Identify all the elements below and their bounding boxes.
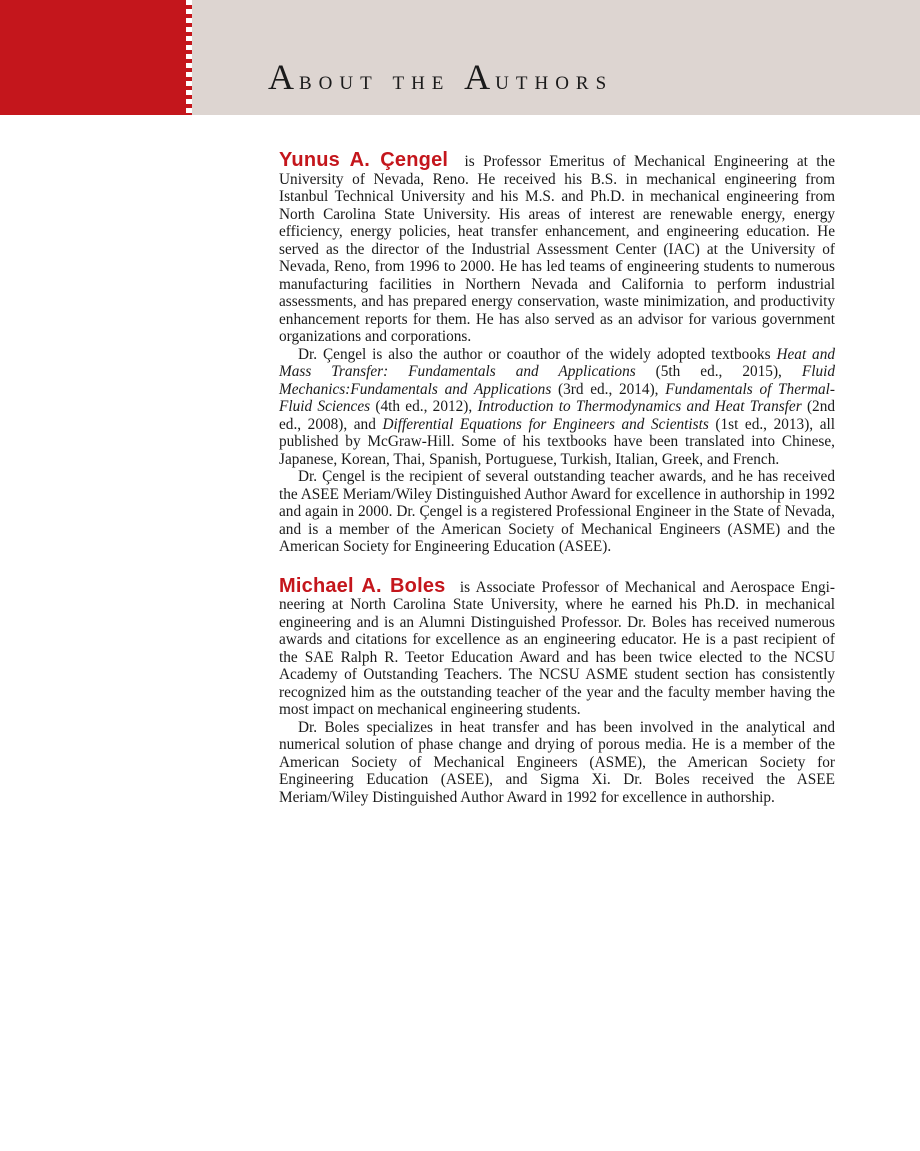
authors-content: [279, 149, 835, 828]
book-title: Fluid Mechanics:Fundamentals and Applications: [279, 363, 835, 398]
author-name: Michael A. Boles: [279, 574, 446, 597]
book-title: Introduction to Thermodynamics and Heat Transfer: [477, 398, 802, 415]
bio-text: (4th ed., 2012),: [370, 398, 478, 415]
author-name: Yunus A. Çengel: [279, 149, 449, 171]
bio-text: (3rd ed., 2014),: [551, 380, 666, 398]
bio-text: is Associate Professor of Mechanical and Aerospace Engineering at North Carolina State University, where he earned his Ph.D. in mechanical engineering and is an Alumni Distinguished Professor. Dr. Boles has received numerous awards and citations for excellence as an engineering educator. He is a past recipient of the SAE Ralph R. Teetor Education Award and has been twice elected to the NCSU Academy of Outstanding Teachers. The NCSU ASME student section has consistently recognized him as the outstanding teacher of the year and the faculty member having the most impact on mechanical engineering students.: [279, 578, 835, 718]
book-title: Differential Equations for Engineers and Scientists: [382, 415, 709, 433]
author-bio-cengel: [279, 149, 835, 556]
author-bio-boles: [279, 574, 835, 807]
bio-text: (2nd ed., 2008), and: [279, 398, 835, 433]
bio-paragraph: [279, 149, 835, 346]
bio-paragraph: [279, 468, 835, 556]
book-title: Heat and Mass Transfer: Fundamentals and Applications: [279, 345, 835, 380]
bio-text: Dr. Boles specializes in heat transfer and has been involved in the analytical and numerical solution of phase change and drying of porous media. He is a member of the American Society of Mechanical Engineers (ASME), the American Society for Engineering Education (ASEE), and Sigma Xi. Dr. Boles received the ASEE Meriam/Wiley Distinguished Author Award in 1992 for excellence in authorship.: [279, 718, 835, 806]
bio-paragraph: [279, 346, 835, 469]
book-title: Fundamentals of Thermal-Fluid Sciences: [279, 380, 835, 415]
red-accent-block: [0, 0, 192, 115]
bio-paragraph: [279, 719, 835, 807]
bio-text: Dr. Çengel is also the author or coauthor of the widely adopted textbooks: [298, 345, 777, 363]
bio-text: (1st ed., 2013), all published by McGraw-Hill. Some of his textbooks have been translated into Chinese, Japanese, Korean, Thai, Spanish, Portuguese, Turkish, Italian, Greek, and French.: [279, 415, 835, 468]
page-title: About the Authors: [268, 57, 614, 97]
bio-text: (5th ed., 2015),: [635, 363, 802, 380]
perforated-edge-decoration: [186, 0, 192, 115]
bio-text: Dr. Çengel is the recipient of several outstanding teacher awards, and he has received the ASEE Meriam/Wiley Distinguished Author Award for excellence in authorship in 1992 and again in 2000. Dr. Çengel is a registered Professional Engineer in the State of Nevada, and is a member of the American Society of Mechanical Engineers (ASME) and the American Society for Engineering Education (ASEE).: [279, 468, 835, 555]
bio-text: is Professor Emeritus of Mechanical Engineering at the University of Nevada, Reno. He received his B.S. in mechanical engineering from Istanbul Technical University and his M.S. and Ph.D. in mechanical engineering from North Carolina State University. His areas of interest are renewable energy, energy efficiency, energy policies, heat transfer enhancement, and engineering education. He served as the director of the Industrial Assessment Center (IAC) at the University of Nevada, Reno, from 1996 to 2000. He has led teams of engineering students to numerous manufacturing facilities in Northern Nevada and California to perform industrial assessments, and has prepared energy conservation, waste minimization, and productivity enhancement reports for them. He has also served as an advisor for various government organizations and corporations.: [279, 153, 835, 345]
bio-paragraph: [279, 574, 835, 719]
